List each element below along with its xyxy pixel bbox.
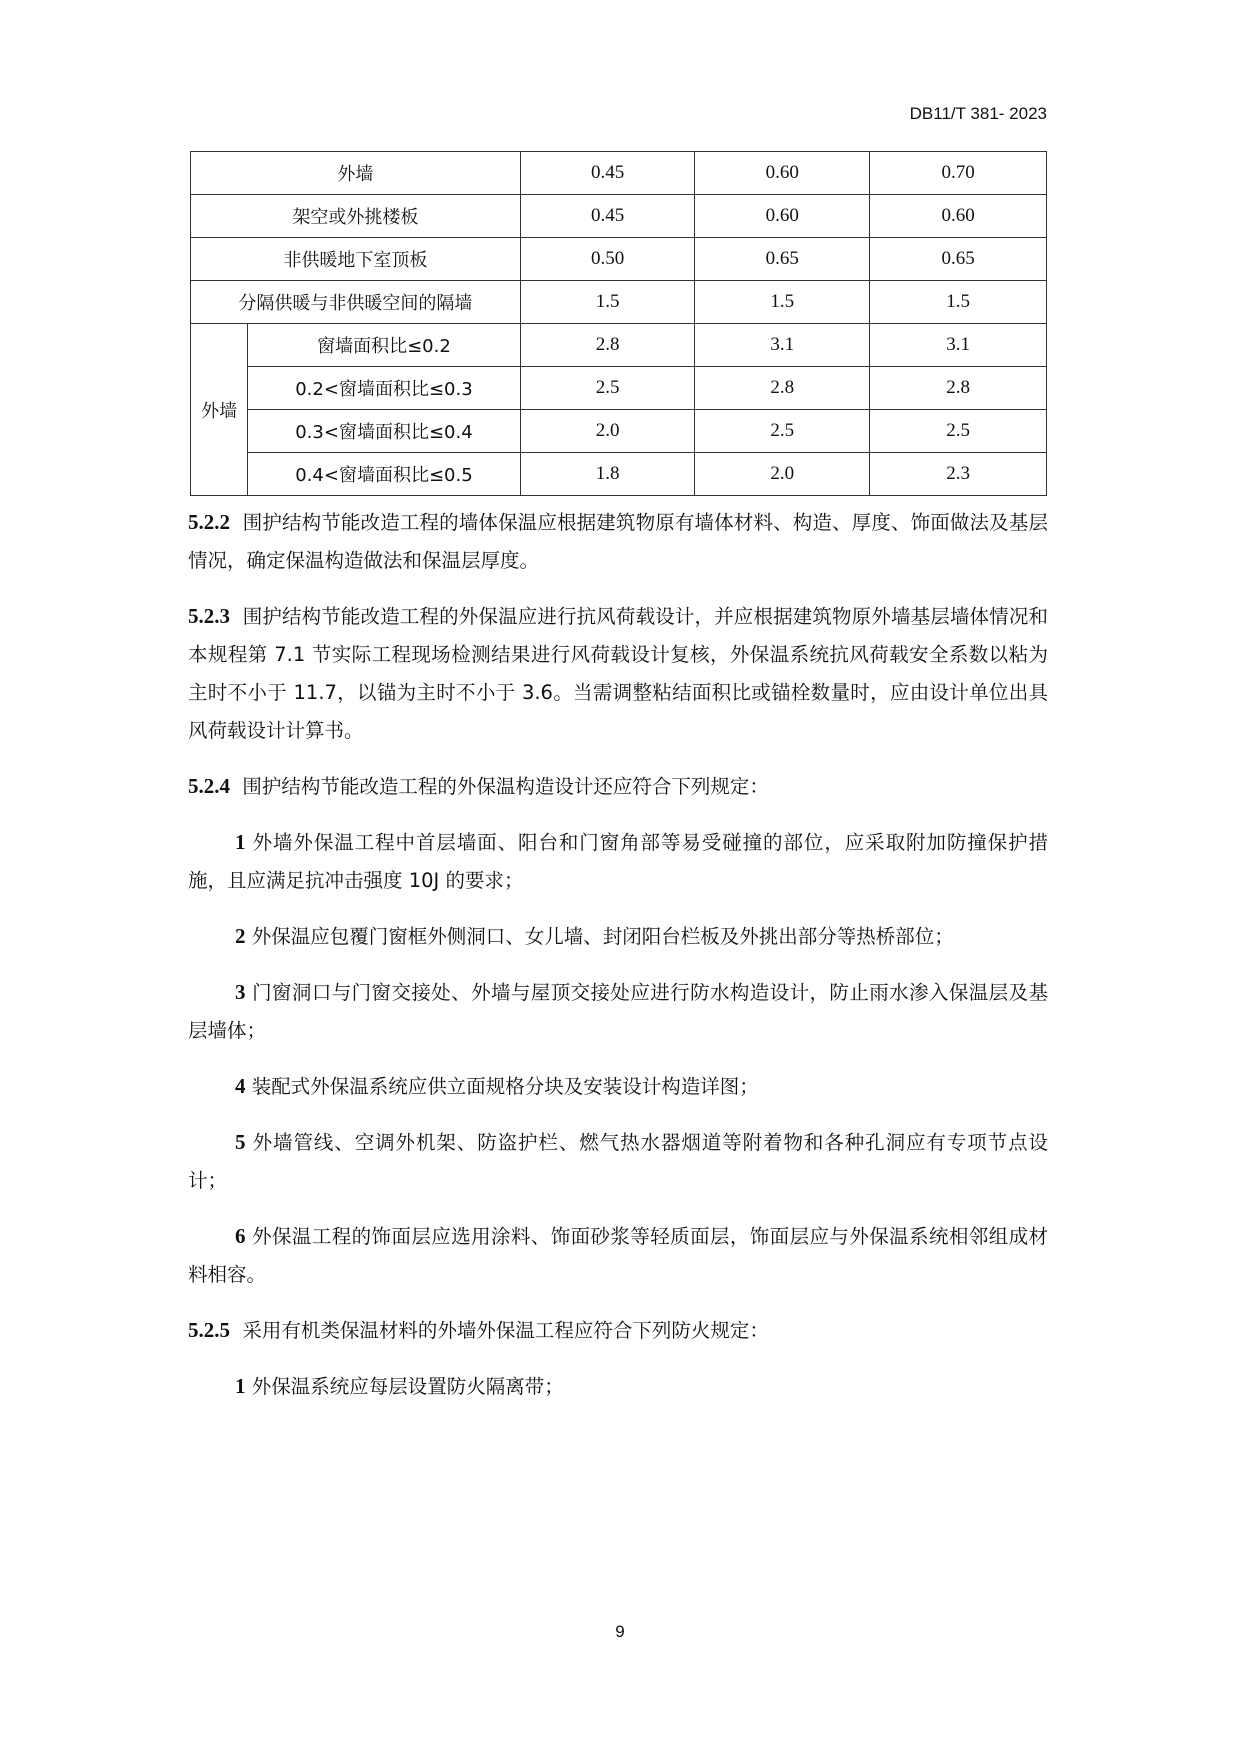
clause-number: 5.2.2 (188, 510, 230, 534)
cell-value: 0.45 (520, 195, 695, 238)
cell-value: 2.8 (695, 367, 870, 410)
cell-value: 2.0 (520, 410, 695, 453)
row-label: 非供暖地下室顶板 (191, 238, 521, 281)
item-text: 装配式外保温系统应供立面规格分块及安装设计构造详图； (251, 1075, 759, 1098)
cell-value: 1.5 (870, 281, 1047, 324)
cell-value: 0.50 (520, 238, 695, 281)
row-label: 分隔供暖与非供暖空间的隔墙 (191, 281, 521, 324)
cell-value: 0.65 (870, 238, 1047, 281)
item-number: 2 (235, 924, 246, 948)
row-label: 0.4<窗墙面积比≤0.5 (248, 453, 521, 496)
table-row (191, 281, 1047, 324)
row-label: 外墙 (191, 152, 521, 195)
item-text: 外保温系统应每层设置防火隔离带； (251, 1375, 564, 1398)
cell-value: 0.60 (870, 195, 1047, 238)
thermal-transmittance-table (190, 151, 1047, 496)
cell-value: 2.5 (695, 410, 870, 453)
clause-5-2-2 (188, 503, 1048, 580)
item-text: 外保温工程的饰面层应选用涂料、饰面砂浆等轻质面层，饰面层应与外保温系统相邻组成材料相容。 (188, 1225, 1048, 1286)
body-text (188, 503, 1048, 1423)
cell-value: 2.0 (695, 453, 870, 496)
row-label: 架空或外挑楼板 (191, 195, 521, 238)
row-label: 0.2<窗墙面积比≤0.3 (248, 367, 521, 410)
cell-value: 0.60 (695, 195, 870, 238)
cell-value: 2.8 (520, 324, 695, 367)
item-number: 4 (235, 1074, 246, 1098)
item-text: 外墙管线、空调外机架、防盗护栏、燃气热水器烟道等附着物和各种孔洞应有专项节点设计； (188, 1131, 1048, 1192)
table-row (191, 324, 1047, 367)
clause-5-2-4 (188, 767, 1048, 806)
cell-value: 0.45 (520, 152, 695, 195)
table-row (191, 152, 1047, 195)
list-item (188, 1217, 1048, 1294)
item-number: 1 (235, 1374, 246, 1398)
item-number: 5 (235, 1130, 246, 1154)
page-number: 9 (615, 1622, 625, 1641)
cell-value: 1.5 (695, 281, 870, 324)
clause-5-2-3 (188, 597, 1048, 750)
cell-value: 2.8 (870, 367, 1047, 410)
item-text: 门窗洞口与门窗交接处、外墙与屋顶交接处应进行防水构造设计，防止雨水渗入保温层及基层墙体； (188, 981, 1048, 1042)
cell-value: 1.8 (520, 453, 695, 496)
clause-number: 5.2.4 (188, 774, 230, 798)
table-row (191, 453, 1047, 496)
row-label: 0.3<窗墙面积比≤0.4 (248, 410, 521, 453)
item-text: 外保温应包覆门窗框外侧洞口、女儿墙、封闭阳台栏板及外挑出部分等热桥部位； (251, 925, 954, 948)
cell-value: 0.70 (870, 152, 1047, 195)
clause-5-2-5 (188, 1311, 1048, 1350)
cell-value: 2.5 (520, 367, 695, 410)
cell-value: 0.65 (695, 238, 870, 281)
table-row (191, 410, 1047, 453)
row-label: 窗墙面积比≤0.2 (248, 324, 521, 367)
item-number: 3 (235, 980, 246, 1004)
cell-value: 2.5 (870, 410, 1047, 453)
clause-number: 5.2.5 (188, 1318, 230, 1342)
item-number: 6 (235, 1224, 246, 1248)
cell-value: 2.3 (870, 453, 1047, 496)
item-text: 外墙外保温工程中首层墙面、阳台和门窗角部等易受碰撞的部位，应采取附加防撞保护措施，且应满足抗冲击强度 10J 的要求； (188, 831, 1048, 892)
cell-value: 3.1 (695, 324, 870, 367)
clause-text: 围护结构节能改造工程的墙体保温应根据建筑物原有墙体材料、构造、厚度、饰面做法及基层情况，确定保温构造做法和保温层厚度。 (188, 511, 1048, 572)
list-item (188, 917, 1048, 956)
cell-value: 1.5 (520, 281, 695, 324)
item-number: 1 (235, 830, 246, 854)
cell-value: 0.60 (695, 152, 870, 195)
cell-value: 3.1 (870, 324, 1047, 367)
list-item (188, 1367, 1048, 1406)
standard-code: DB11/T 381- 2023 (909, 104, 1047, 123)
list-item (188, 823, 1048, 900)
clause-text: 采用有机类保温材料的外墙外保温工程应符合下列防火规定： (242, 1319, 769, 1342)
clause-text: 围护结构节能改造工程的外保温应进行抗风荷载设计，并应根据建筑物原外墙基层墙体情况和本规程第 7.1 节实际工程现场检测结果进行风荷载设计复核，外保温系统抗风荷载安全系数以粘为主时不小于 11.7，以锚为主时不小于 3.6。当需调整粘结面积比或锚栓数量时，应由设计单位出具风荷载设计计算书。 (188, 605, 1048, 742)
table-row (191, 195, 1047, 238)
clause-number: 5.2.3 (188, 604, 230, 628)
list-item (188, 973, 1048, 1050)
list-item (188, 1123, 1048, 1200)
list-item (188, 1067, 1048, 1106)
table-row (191, 367, 1047, 410)
clause-text: 围护结构节能改造工程的外保温构造设计还应符合下列规定： (242, 775, 769, 798)
group-label: 外墙 (191, 324, 248, 496)
table-row (191, 238, 1047, 281)
